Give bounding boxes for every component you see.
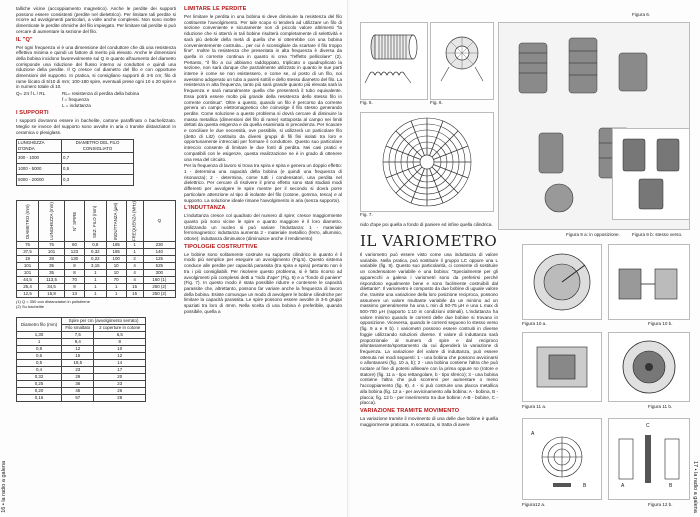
coil-table-cell: 101 xyxy=(39,249,65,256)
coil-table-row xyxy=(17,270,176,277)
turns-table-cell: 0,8 xyxy=(17,346,62,353)
coil-table-row xyxy=(17,277,176,284)
coil-table-row xyxy=(17,263,176,270)
coil-table-cell: 75 xyxy=(17,242,39,249)
coil-table-cell: 1 xyxy=(84,277,106,284)
turns-table-cell: 14 xyxy=(94,360,146,367)
section-name: la radio a galena xyxy=(692,472,698,513)
figure-9b-caption: Figura 9 b: stesso verso. xyxy=(632,232,683,237)
intro-paragraph: talliche vicine (accoppiamento magnetico). Anche le perdite dei supporti possono essere consistenti (perdite nel dielettrico). Per limitare tali perdite si ricorre ad avvolgimenti particolari, a volte anche complessi. Non sono inoltre dimenticate le perdite ohmiche del filo impiegato. Per limitare tali perdite si può cercare di aumentare la sezione del filo. xyxy=(16,6,176,34)
turns-table-header: Diametro filo (mm) xyxy=(17,318,62,332)
variometer-11a-drawing xyxy=(523,333,601,401)
coil-table-cell: 15 xyxy=(126,291,143,298)
figure-12b xyxy=(608,418,690,500)
coil-table-cell: 28 xyxy=(39,256,65,263)
variometer-10a-drawing xyxy=(523,245,601,319)
coil-table-cell: 37,5 xyxy=(17,249,39,256)
turns-table-cell: 23 xyxy=(94,381,146,388)
left-page-sidebar xyxy=(0,0,10,517)
coil-table-cell: 1 xyxy=(84,270,106,277)
wire-table-cell: 0,7 xyxy=(62,153,134,164)
coil-table-header: DIAMETRO (mm) xyxy=(17,201,39,242)
figure-6-large-caption: Figura 6. xyxy=(632,12,651,17)
figure-11b-caption: Figura 11 b. xyxy=(648,404,673,409)
coil-table-cell: 25,4 xyxy=(17,284,39,291)
wire-table-cell: 5000 - 20000 xyxy=(17,175,62,186)
turns-table-cell: 10 xyxy=(94,346,146,353)
wire-table-cell: 1000 - 5000 xyxy=(17,164,62,175)
right-page xyxy=(350,0,700,517)
figure-7 xyxy=(360,112,494,212)
figure-12b-caption: Figura 12 b. xyxy=(648,502,673,507)
coil-table-cell: 75 xyxy=(39,242,65,249)
wire-table xyxy=(16,139,134,186)
perdite-paragraph: Per limitare le perdita in una bobina si deve diminuire la resistenza del filo costituente l'avvolgimento. Per tale scopo si tenderà ad utilizzare un filo di sezione conveniente e sicuramente non di piccolo valore altrimenti "la riduzione che si otterrà in tali bobine risulterà completamente di selettività e sarà più debole della metà di quella che si otterrebbe con una bobina convenientemente costruita... per cui è sconsigliare da scartare il filo troppo fine". Inoltre la resistenza che presentata in alta frequenza è diversa da quella in corrente continua in quanto si crea "l'effetto pellicolare" (2). Pertanto, "il filo a cui abbiamo raddoppiato, triplicato o quadruplicato la sezione, non sarà dunque che parzialmente utilizzato in quanto le sue parti interne è come se non esistessero, e come se, al posto di un filo, noi avessimo adoperato un tubo a pareti sottili e dello stesso diametro del filo. La resistenza in alta frequenza, tanto più sarà grande quanto più elevata sarà la frequenza e sarà naturalmente quella che presenterà il tubo equivalente. Essa potrà essere molto più grande della resistenza dello stesso filo in corrente continua". Oltre a questo, quando un filo è percorso da corrente genera un campo elettromagnetico che coinvolge il filo stesso generando perdite. Come soluzione a questo problema si dovrà cercare di diminuire la massa metallica (dimensioni del filo di rame) sottoposta al campo nei limiti dettati da questa esigenza e da quella esaminata in precedenza. Per ricavare e conciliare le due necessità, ove possibile, si utilizzerà un particolare filo (detto di Litz) costituito da diversi gruppi di fili fini isolati tra loro e opportunamente intrecciati per formare il conduttore. Questo suo particolare intreccio consente di limitare le due fonti di perdita. Nei casi pratici e compatibili con le esigenze, questa realizzazione ne è in grado di ottenere una resa del circuito. xyxy=(184,14,342,162)
turns-table-cell: 12 xyxy=(62,346,94,353)
cylindrical-coil-drawing xyxy=(361,23,427,99)
coil-table-cell: 1 xyxy=(84,291,106,298)
wire-table-cell: 0,3 xyxy=(62,175,134,186)
supporti-heading: I SUPPORTI xyxy=(16,110,49,117)
turns-table-cell: 0,6 xyxy=(17,353,62,360)
coil-table-body xyxy=(17,242,176,298)
figure-series-caption-text: nido d'ape poi quella a fondo di paniere ed infine quella cilindrica. xyxy=(360,222,493,227)
left-page xyxy=(0,0,349,517)
turns-table-cell: 0,4 xyxy=(17,367,62,374)
coil-table-cell: 0,22 xyxy=(84,256,106,263)
basket-coil-drawing xyxy=(361,113,493,211)
coil-table-cell: 123 xyxy=(65,249,85,256)
turns-table-cell: 57 xyxy=(62,395,94,402)
turns-table-cell: 28 xyxy=(94,395,146,402)
coil-table-cell: 4 xyxy=(126,263,143,270)
coil-table-row xyxy=(17,291,176,298)
coil-table-cell: 10 xyxy=(106,263,126,270)
turns-table-row xyxy=(17,346,146,353)
turns-table-cell: 0,20 xyxy=(17,388,62,395)
variometro-paragraph: Il variometro può essere visto come una induttanza di valore variabile. Nella pratica, può sostituire il gruppo LC oppure una L variabile (fig. 8). Questo suo particolarità, ci consente di sostituire un condensatore variabile e una bobina: "Specialmente per gli apparecchi a galena i variometri sono da preferirsi perché rispondono egualmente bene e sono facilmente costruibili dal dilettante". Il variometro è composto da due bobine di uguale valore che, tramite una variazione della loro posizione reciproca, possono assumere un valore risultante variabile da un minimo ad un massimo generalmente ha una L min di 50-75 μH e una L max di 500-700 μH (rapporto 1:10 in condizioni ottimali). L'induttanza ha valore minimo quando le correnti delle due bobine si trovano in opposizione. Viceversa, quando le correnti seguono lo stesso verso (fig. 9 a e 9 b). I variometri possono essere costruiti in diverse foggie utilizzando soluzioni diverse. Il valore di induttanza sarà proporzionale al numero di spire e dal reciproco allontanamento/spostamento da cui dipenderà la variazione di frequenza. La variazione del valore di induttanza, può essere ottenuta nei modi seguenti: 1 - una bobina che possono avvicinarsi o allontanarsi (fig. 10 a, b); 2 - una bobina contiene l'altra che può ruotare al fine di potersi allineare con la prima oppure no (rotore e statore) (fig. 11 a - tipo rettangolare, b - tipo sferico); 3 - una bobina contiene l'altra che può scorrervi per aumentare o meno l'accoppiamento (fig. 9). 4 - si può costruire una placca metallica alla bobina (fig. 12 a - per avvicinamento alla bobina: A - bobina, B - placca; fig. 12 b - per inserimento tra due bobine: A-B - bobine, C - placca). xyxy=(360,252,498,406)
turns-table-cell: 1 xyxy=(17,339,62,346)
turns-table-cell: 15 xyxy=(62,353,94,360)
coil-table-header: Q xyxy=(143,201,175,242)
turns-table-cell: 23 xyxy=(62,367,94,374)
turns-table-row xyxy=(17,339,146,346)
article-title: IL VARIOMETRO xyxy=(360,232,498,250)
coil-table-cell: 12,5 xyxy=(17,291,39,298)
coil-table-cell: 525 xyxy=(143,263,175,270)
coil-table-cell: 113,5 xyxy=(39,277,65,284)
figure-9a-caption: Figura 9 a: in opposizione. xyxy=(566,232,620,237)
figure-7-caption: Fig. 7. xyxy=(360,212,373,217)
coil-table-row xyxy=(17,242,176,249)
coil-table-cell: 1 xyxy=(106,291,126,298)
q-paragraph: Per ogni frequenza vi è una dimensione del conduttore che dà una resistenza effettiva minima e quindi un fattore di merito più elevato. Anche le dimensioni della bobina incidono favorevolmente sul Q in quanto all'aumento del diametro corrisponde una riduzione del flusso interno ai conduttori e quindi una riduzione della perdite. Il Q cresce col diametro del filo e con opportune dimensioni del supporto. In pratica, si consigliano supporti di 3-5 cm; filo di rame lòcato di 5/10 di mm; 100-180 spire, eventuali prese ogni 10 o 20 spire e in numero totale di 10. xyxy=(16,44,176,90)
coil-table-cell: 2 xyxy=(126,256,143,263)
turns-table-cell: 8 xyxy=(94,339,146,346)
figure-10b-caption: Figura 10 b. xyxy=(648,321,673,326)
coil-table-cell: 230 xyxy=(143,242,175,249)
turns-table-cell: 12 xyxy=(94,353,146,360)
figure-6-small-caption: Fig. 6. xyxy=(430,100,443,105)
frequenza-paragraph: Per la frequenza di lavoro si trova tra spira e spira e genera un doppio effetto: 1 - determina una capacità della bobina (e quindi una frequenza di risonanza); 2 - determina, come tutti i condensatori, una perdita nel dielettrico. Per cercare di risolvere il primo effetto sono stati studiati modi differenti per avvolgere le spire mentre per il secondo si dovrà porre particolare attenzione al tipo di isolante del filo (cotone, gomma, tesca) e al supporto. La soluzione ideale rimane l'avvolgimento in aria (senza supporto). xyxy=(184,163,342,203)
coil-table-cell: 100 xyxy=(106,256,126,263)
coil-table-cell: 1 xyxy=(126,249,143,256)
variometer-10b-drawing xyxy=(609,245,689,319)
coils-opposition-drawing xyxy=(613,129,689,219)
coil-table-cell: 15 xyxy=(126,284,143,291)
coil-table-cell: 140 xyxy=(143,249,175,256)
coil-table-cell: 101 xyxy=(17,263,39,270)
figure-5 xyxy=(360,22,428,100)
left-column-1 xyxy=(16,6,176,402)
q-legend xyxy=(62,91,139,108)
turns-table-row xyxy=(17,381,146,388)
turns-table-row xyxy=(17,374,146,381)
turns-table-header: Spire per cm (avvolgimento serrato) xyxy=(62,318,146,325)
coil-table-cell: 60 xyxy=(65,242,85,249)
coil-table-note: (1) Q = 350 con distanziatori in polistirene xyxy=(16,299,90,305)
coil-table-cell: 160 (1) xyxy=(143,277,175,284)
turns-table-cell: 6,5 xyxy=(94,332,146,339)
coil-table-cell: 9 xyxy=(65,284,85,291)
coil-table-header: FREQUENZA (MHz) xyxy=(126,201,143,242)
coil-table-cell: 13 xyxy=(65,291,85,298)
figure-12a-caption: Figura12 a. xyxy=(522,502,546,507)
turns-table-header: Filo smaltato xyxy=(62,325,94,332)
q-heading: IL "Q" xyxy=(16,36,33,43)
induttanza-heading: L'INDUTTANZA xyxy=(184,205,226,212)
variazione-paragraph: La variazione tramite il movimento di una delle due bobine è quella maggiormente praticata. In sostanza, si tratta di avere xyxy=(360,415,498,427)
turns-table-cell: 0,25 xyxy=(17,381,62,388)
induttanza-paragraph: L'induttanza cresce col quadrato del numero di spire; cresce maggiormente quanto più sono vicine le spire e quanto maggiore è il loro diametro. Utilizzando un nucleo si può variare l'induttanza: 1 - materiale ferromagnetico: induttanza aumenta 2 - materiale metallico (ferro, alluminio, ottone): induttanza diminuisce (diminuisce anche il rendimento) xyxy=(184,213,342,242)
coil-table-cell: 35 xyxy=(39,270,65,277)
q-legend-item: L = induttanza xyxy=(62,102,91,108)
coil-table-row xyxy=(17,256,176,263)
figure-9a xyxy=(612,128,690,220)
coil-table-cell: 4 xyxy=(126,277,143,284)
turns-table-header: 2 coperture in cotone xyxy=(94,325,146,332)
turns-table-row xyxy=(17,332,146,339)
figure-series-caption xyxy=(360,222,495,229)
tipologie-paragraph: Le bobine sono solitamente costruite su supporto cilindrico in quanto è il modo più semplice per eseguire un avvolgimento (Fig.5). Questo sistema conduce alle perdite per capacità parassita (tra spira e spira) pertanto non è tra i più consigliabili. Per risolvere questo problema, si è fatto ricorso ad avvolgimenti più complessi detti a "nido d'ape" (Fig. 6) e a "fondo di paniere" (Fig. 7). In questo modo è stata possibile ridurre e contenere le capacità parassite che, altrettanto, possono far variare anche la frequenza di lavoro della bobina. Esiste comunque un modo di avvolgere le bobine cilindriche per limitare la capacità parassita. Le spire possono essere avvolte in 3-5 gruppi spaziati tra loro di 4mm. Nella scelta di una bobina è preferibile, quando possibile, quella a xyxy=(184,251,342,314)
q-legend-item: RL= resistenza di perdita della bobina xyxy=(62,91,139,97)
coil-table-cell: 130 xyxy=(65,256,85,263)
page-number: 16 xyxy=(1,506,7,513)
variazione-heading: VARIAZIONE TRAMITE MOVIMENTO xyxy=(360,407,460,414)
coil-table-cell: 0,32 xyxy=(84,249,106,256)
coil-table-notes xyxy=(16,299,176,309)
tipologie-heading: TIPOLOGIE COSTRUTTIVE xyxy=(184,243,258,250)
honeycomb-coil-drawing xyxy=(431,23,493,99)
figure-10a-caption: Figura 10 a. xyxy=(522,321,547,326)
coil-table-cell: 35 xyxy=(39,263,65,270)
coil-table-note: (2) Su bachelite xyxy=(16,304,45,310)
figure-11a xyxy=(522,332,602,402)
turns-table-row xyxy=(17,388,146,395)
turns-table-cell: 20 xyxy=(94,374,146,381)
coil-table-header: INDUTTANZA (μH) xyxy=(106,201,126,242)
turns-table-cell: 45 xyxy=(62,388,94,395)
coil-table-header: N° SPIRE xyxy=(65,201,85,242)
wire-table-cell: 300 - 1000 xyxy=(17,153,62,164)
turns-table-body xyxy=(17,332,146,402)
page-number: 17 xyxy=(692,461,698,468)
coil-table-cell: 125 xyxy=(143,256,175,263)
turns-table-cell: 36 xyxy=(62,381,94,388)
turns-table-cell: 9,4 xyxy=(62,339,94,346)
plate-label-a: A xyxy=(531,431,535,437)
coil-table-cell: 44,5 xyxy=(17,277,39,284)
coil-table-cell: 8 xyxy=(65,270,85,277)
coil-table-cell: 19 xyxy=(17,256,39,263)
coil-table-cell: 250 (2) xyxy=(143,291,175,298)
coil-table-cell: 10 xyxy=(106,270,126,277)
plate-label-b: B xyxy=(583,483,587,489)
figure-10b xyxy=(608,244,690,320)
plate-12a-drawing xyxy=(523,419,601,499)
q-formula-block xyxy=(16,91,176,108)
supporti-paragraph: I supporti dovranno essere in bachelite, cartone paraffinato o bachelizzato. Meglio se invece del supporto sono avvolte in aria o tramite distanziatori in ceramica o plexiglass. xyxy=(16,118,176,135)
turns-table-cell: 0,32 xyxy=(17,374,62,381)
plate-label-b: B xyxy=(669,483,673,489)
coil-table-cell: 1 xyxy=(84,284,106,291)
turns-table-cell: 26 xyxy=(94,388,146,395)
turns-table-cell: 29 xyxy=(62,374,94,381)
turns-table-cell: 0,5 xyxy=(17,360,62,367)
wire-table-header: LUNGHEZZA D'ONDA xyxy=(17,140,62,153)
figure-10a xyxy=(522,244,602,320)
q-formula: Q= 2π f L / RL xyxy=(16,91,46,97)
right-page-footer: 17 • la radio a galena xyxy=(692,461,698,513)
section-name: la radio a galena xyxy=(1,461,7,502)
figure-5-caption: Fig. 5. xyxy=(360,100,373,105)
figure-11b xyxy=(608,332,690,402)
figure-12a xyxy=(522,418,602,500)
coil-table-cell: 4 xyxy=(126,270,143,277)
turns-table-row xyxy=(17,395,146,402)
turns-table-cell: 18,5 xyxy=(62,360,94,367)
figure-11a-caption: Figura 11 a. xyxy=(522,404,547,409)
turns-table-cell: 7,5 xyxy=(62,332,94,339)
turns-table-row xyxy=(17,367,146,374)
variometro-column xyxy=(360,252,498,428)
turns-table-cell: 0,16 xyxy=(17,395,62,402)
coil-table-cell: 1 xyxy=(106,284,126,291)
coil-table-header: LUNGHEZZA (mm) xyxy=(39,201,65,242)
coil-table-row xyxy=(17,249,176,256)
coil-table-row xyxy=(17,284,176,291)
coil-table-cell: 3,15 xyxy=(84,263,106,270)
coil-table-cell: 300 xyxy=(143,270,175,277)
coil-table-cell: 0,8 xyxy=(84,242,106,249)
figure-6-small xyxy=(430,22,494,100)
coil-table-cell: 70 xyxy=(65,277,85,284)
turns-table-cell: 17 xyxy=(94,367,146,374)
turns-table xyxy=(16,317,146,402)
turns-table-row xyxy=(17,353,146,360)
plate-label-c: C xyxy=(646,423,650,429)
coil-table-cell: 185 xyxy=(106,242,126,249)
wire-table-header: DIAMETRO DEL FILO CONSIGLIATO xyxy=(62,140,134,153)
coil-table-cell: 250 (2) xyxy=(143,284,175,291)
coil-table xyxy=(16,200,176,298)
coil-table-cell: 34,5 xyxy=(39,284,65,291)
coil-table-cell: 8 xyxy=(65,263,85,270)
variometer-11b-drawing xyxy=(609,333,689,401)
turns-table-row xyxy=(17,360,146,367)
coil-table-cell: 70 xyxy=(106,277,126,284)
left-column-2 xyxy=(184,6,342,315)
plate-label-a: A xyxy=(621,483,625,489)
turns-table-cell: 1,30 xyxy=(17,332,62,339)
wire-table-cell: 0,5 xyxy=(62,164,134,175)
coil-table-cell: 101 xyxy=(17,270,39,277)
right-page-sidebar xyxy=(690,0,700,517)
coil-table-header: SEZ. FILO (mm) xyxy=(84,201,106,242)
perdite-heading: LIMITARE LE PERDITE xyxy=(184,6,247,12)
q-legend-item: f = frequenza xyxy=(62,96,89,102)
coil-table-cell: 185 xyxy=(106,249,126,256)
left-page-footer: 16 • la radio a galena xyxy=(1,461,7,513)
coil-table-cell: 15,8 xyxy=(39,291,65,298)
coil-table-cell: 1 xyxy=(126,242,143,249)
